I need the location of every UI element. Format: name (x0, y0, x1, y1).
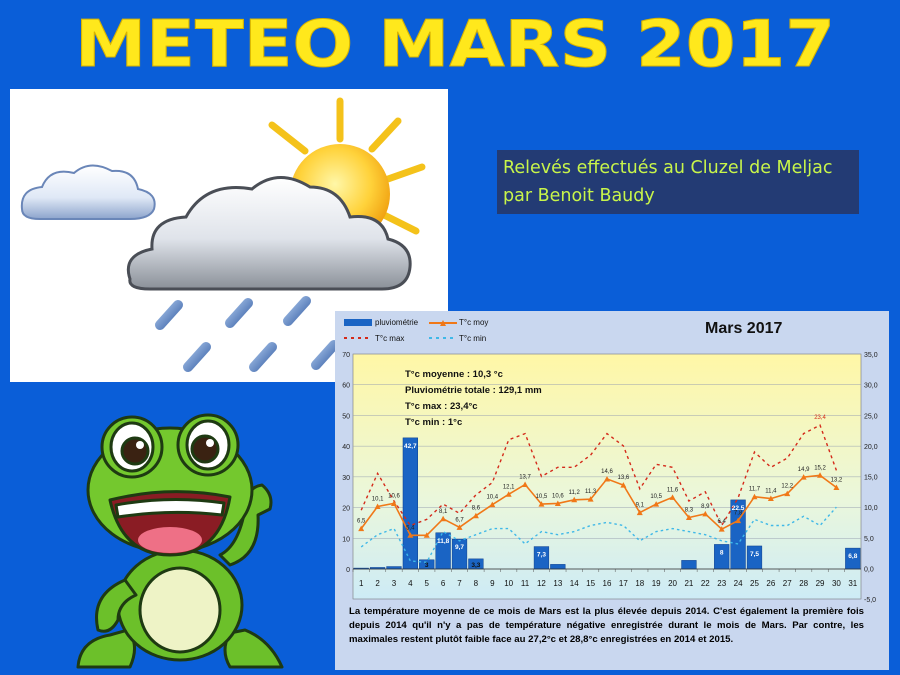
line-value-label: 12,2 (781, 483, 794, 490)
line-value-label: 9,1 (635, 502, 644, 509)
page-title-text: METEO MARS 2017 (75, 8, 836, 82)
line-value-label: 14,9 (797, 467, 810, 474)
rain-bar-label: 3 (424, 562, 429, 569)
chart-note: La température moyenne de ce mois de Mars est la plus élevée depuis 2014. C'est également la première fois depuis 2014 qu'il n'y a pas de température négative enregistrée durant le mois de Mars. Par contre, les maximales restent plutôt faible face au 27,2°c et 28,8°c enregistrées en 2014 et 2015. (349, 606, 864, 645)
y-right-tick-label: 5,0 (864, 535, 874, 543)
x-tick-label: 29 (815, 579, 825, 588)
line-value-label: 10,6 (551, 493, 564, 500)
line-value-label: 10,5 (650, 494, 663, 501)
line-value-label: 8,3 (684, 507, 694, 514)
x-tick-label: 31 (848, 579, 858, 588)
y-right-tick-label: 35,0 (864, 352, 878, 359)
legend (344, 318, 488, 343)
line-value-label: 7,8 (733, 510, 743, 517)
rain-bar-label: 8 (719, 549, 724, 557)
rain-bar (682, 560, 697, 569)
line-value-label: 8,1 (438, 508, 448, 515)
line-value-label: 11,2 (568, 489, 580, 496)
y-right-tick-label: -5,0 (864, 597, 877, 604)
frog-mascot-icon (70, 405, 310, 670)
y-right-tick-label: 20,0 (864, 443, 878, 451)
rain-bar-label: 11,8 (436, 537, 450, 545)
legend-label-min: T°c min (459, 334, 487, 343)
x-tick-label: 1 (358, 579, 364, 588)
x-tick-label: 16 (602, 579, 612, 588)
line-value-label: 6,4 (717, 519, 726, 526)
line-value-label: 10,4 (486, 494, 499, 501)
x-tick-label: 27 (782, 579, 792, 588)
line-value-label: 10,6 (388, 493, 400, 500)
stat-min: T°c min : 1°c (405, 417, 463, 428)
line-value-label: 8,6 (471, 505, 481, 512)
y-left-tick-label: 10 (342, 536, 350, 544)
legend-swatch-rain (344, 319, 372, 326)
x-tick-label: 10 (504, 579, 514, 588)
line-value-label: 11,6 (666, 487, 679, 494)
x-tick-label: 8 (473, 579, 479, 588)
x-tick-label: 25 (750, 579, 759, 588)
rain-bar-label: 7,3 (536, 551, 546, 559)
y-left-tick-label: 0 (346, 567, 350, 574)
rain-bar (714, 544, 729, 569)
line-value-label: 23,4 (814, 415, 826, 422)
rain-bar-label: 42,7 (404, 442, 417, 450)
x-tick-label: 17 (618, 579, 628, 588)
y-left-tick-label: 30 (342, 474, 350, 482)
x-tick-label: 20 (668, 579, 678, 588)
rain-bar-label: 9,7 (454, 544, 465, 552)
credits-line-1: Relevés effectués au Cluzel de Meljac (503, 158, 833, 178)
y-right-tick-label: 30,0 (864, 382, 878, 390)
stat-mean: T°c moyenne : 10,3 °c (405, 369, 503, 380)
x-tick-label: 19 (651, 579, 661, 588)
stat-rain-total: Pluviométrie totale : 129,1 mm (405, 385, 542, 396)
x-tick-label: 14 (569, 579, 579, 588)
rain-bar-label: 3,3 (471, 562, 481, 569)
y-left-tick-label: 50 (342, 413, 350, 421)
x-tick-label: 11 (520, 579, 530, 588)
x-tick-label: 24 (733, 579, 743, 588)
credits-line-2: par Benoit Baudy (503, 186, 655, 206)
line-value-label: 6,5 (357, 518, 366, 525)
y-left-tick-label: 60 (342, 382, 350, 390)
x-tick-label: 15 (586, 579, 596, 588)
line-value-label: 10,1 (371, 496, 384, 503)
legend-label-max: T°c max (375, 334, 405, 343)
x-tick-label: 28 (799, 579, 809, 588)
x-tick-label: 6 (440, 579, 446, 588)
small-cloud (22, 165, 155, 219)
line-value-label: 8,9 (701, 503, 710, 510)
x-tick-label: 2 (375, 579, 380, 588)
x-tick-label: 5 (424, 579, 429, 588)
x-tick-label: 13 (553, 579, 563, 588)
credits-box (497, 150, 859, 214)
y-left-tick-label: 40 (342, 444, 350, 452)
chart-title: Mars 2017 (705, 320, 783, 337)
y-right-tick-label: 15,0 (864, 474, 878, 482)
line-value-label: 10,5 (535, 494, 548, 501)
rain-bar-label: 6,8 (848, 553, 858, 561)
y-left-tick-label: 20 (342, 505, 350, 513)
line-value-label: 15,2 (814, 465, 826, 472)
x-tick-label: 22 (700, 579, 710, 588)
x-tick-label: 18 (635, 579, 645, 588)
x-tick-label: 12 (536, 579, 546, 588)
x-tick-label: 9 (490, 579, 495, 588)
line-value-label: 11,7 (748, 486, 761, 493)
weather-chart (335, 311, 889, 670)
rain-bar-label: 7,5 (749, 550, 760, 558)
x-tick-label: 26 (766, 579, 776, 588)
stat-max: T°c max : 23,4°c (405, 401, 478, 412)
y-right-tick-label: 25,0 (864, 413, 878, 421)
x-tick-label: 30 (831, 579, 841, 588)
line-value-label: 13,2 (830, 477, 843, 484)
x-tick-label: 3 (391, 579, 397, 588)
line-value-label: 5,4 (406, 525, 415, 532)
line-value-label: 11,3 (584, 489, 597, 496)
x-tick-label: 7 (457, 579, 462, 588)
legend-label-rain: pluviométrie (375, 318, 419, 327)
line-value-label: 13,6 (617, 475, 630, 482)
rain-drops (160, 301, 334, 367)
line-value-label: 12,1 (502, 484, 515, 491)
legend-label-moy: T°c moy (459, 318, 489, 327)
line-value-label: 11,4 (765, 488, 777, 495)
y-right-tick-label: 0,0 (864, 566, 874, 574)
y-left-tick-label: 70 (342, 352, 350, 359)
rain-bar (550, 564, 565, 569)
line-value-label: 6,7 (455, 517, 464, 524)
x-tick-label: 21 (684, 579, 694, 588)
rain-bar-label: 22,5 (731, 504, 745, 512)
line-value-label: 13,7 (519, 474, 531, 481)
x-tick-label: 23 (717, 579, 727, 588)
line-value-label: 14,6 (601, 468, 613, 475)
page-title (0, 2, 900, 82)
y-right-tick-label: 10,0 (864, 505, 878, 513)
x-tick-label: 4 (408, 579, 413, 588)
